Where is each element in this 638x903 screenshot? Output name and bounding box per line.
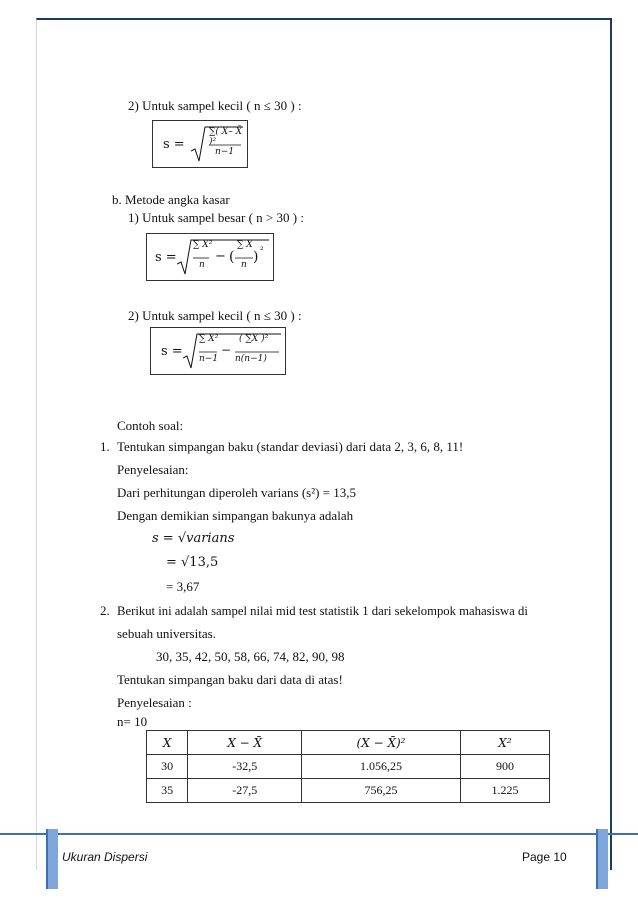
paren-close: ) [253,249,259,265]
question-2-solution-label: Penyelesaian : [117,695,192,710]
formula-minus: − [215,249,226,264]
question-1-line-1: Dari perhitungan diperoleh varians (s²) = 13,5 [117,485,357,500]
question-1-eq-3: = 3,67 [166,579,200,594]
question-2-task: Tentukan simpangan baku dari data di atas! [117,672,343,687]
footer-page-number: Page 10 [522,850,567,864]
example-title: Contoh soal: [117,418,184,433]
data-table [146,730,550,803]
table-header: X − X̄ [188,731,302,755]
formula-lhs: s = [155,250,177,265]
question-2-number: 2. [100,603,110,618]
formula-den1: n [199,260,205,270]
table-cell: 900 [460,755,549,779]
table-header: X² [460,731,549,755]
table-cell: 1.225 [460,779,549,803]
paren-open: ( [229,249,235,265]
formula-denominator: n−1 [215,147,235,157]
section-b-title: b. Metode angka kasar [112,192,230,207]
formula-lhs: s = [163,137,185,152]
footer-rule [0,833,638,835]
formula-lhs: s = [161,344,183,359]
formula-deviation-small [152,120,248,168]
table-row [147,779,550,803]
formula-num1: ∑ X² [199,334,219,344]
question-1-eq-2: = √13,5 [166,555,219,570]
question-2-n: n= 10 [117,714,148,729]
table-header: (X − X̄)² [302,731,461,755]
item-large-sample-label: 1) Untuk sampel besar ( n > 30 ) : [128,210,304,225]
question-1-solution-label: Penyelesaian: [117,462,189,477]
question-2-text-1: Berikut ini adalah sampel nilai mid test statistik 1 dari sekelompok mahasiswa di [117,604,528,618]
formula-numerator: ∑( X– X̄ )² [209,127,242,147]
question-1-eq-1: s = √varians [152,531,235,546]
question-1-line-2: Dengan demikian simpangan bakunya adalah [117,508,354,523]
question-1-number: 1. [100,439,110,454]
formula-deviation-small-raw [150,327,286,375]
table-cell: 756,25 [302,779,461,803]
formula-den2: n(n−1) [235,354,267,364]
question-2-text-2: sebuah universitas. [117,626,216,641]
formula-num2: ( ∑X )² [239,334,269,344]
question-2-data: 30, 35, 42, 50, 58, 66, 74, 82, 90, 98 [156,649,345,664]
footer-title: Ukuran Dispersi [62,850,148,864]
footer-right-bar [596,829,608,889]
formula-num1: ∑ X² [193,240,213,250]
table-header-row [147,731,550,755]
formula-minus: − [221,343,232,357]
item-small-sample-label: 2) Untuk sampel kecil ( n ≤ 30 ) : [128,98,302,113]
question-1-text: Tentukan simpangan baku (standar deviasi) dari data 2, 3, 6, 8, 11! [117,439,464,454]
formula-deviation-large [146,233,274,281]
table-row [147,755,550,779]
formula-den1: n−1 [199,354,219,364]
table-cell: -32,5 [188,755,302,779]
footer-left-bar [46,829,58,889]
table-cell: 35 [147,779,188,803]
formula-num2: ∑ X [237,240,253,250]
table-cell: 30 [147,755,188,779]
item-small-sample-label-2: 2) Untuk sampel kecil ( n ≤ 30 ) : [128,308,302,323]
formula-den2: n [241,260,247,270]
table-cell: -27,5 [188,779,302,803]
table-header: X [147,731,188,755]
table-cell: 1.056,25 [302,755,461,779]
formula-square: ² [260,246,264,256]
